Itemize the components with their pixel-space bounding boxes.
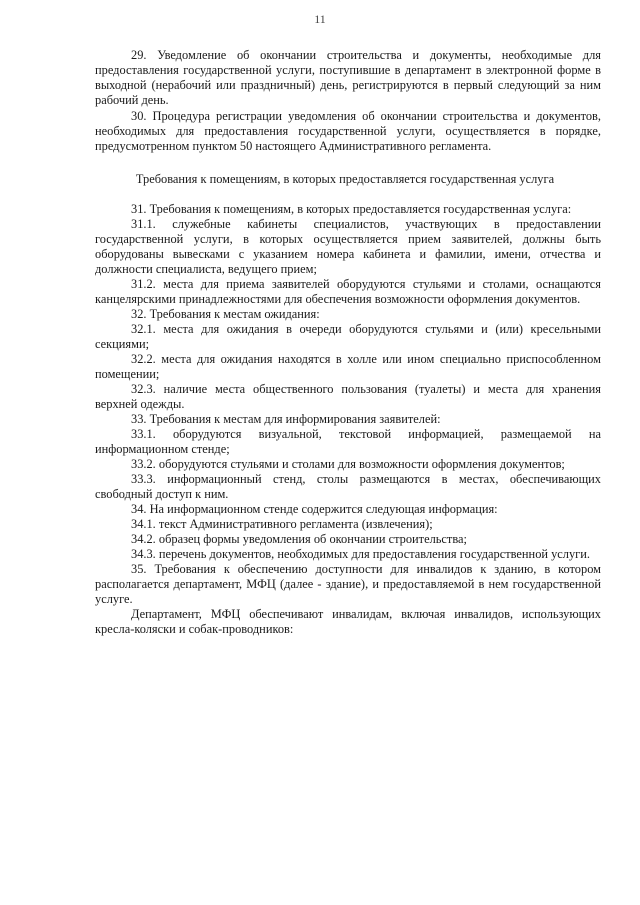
paragraph-35-cont: Департамент, МФЦ обеспечивают инвалидам, включая инвалидов, использующих кресла-коляски и собак-проводников: (95, 607, 601, 636)
paragraph-35: 35. Требования к обеспечению доступности для инвалидов к зданию, в котором располагается департамент, МФЦ (далее - здание), и предоставляемой в нем государственной услуге. (95, 562, 601, 606)
paragraph-29: 29. Уведомление об окончании строительства и документы, необходимые для предоставления государственной услуги, поступившие в департамент в электронной форме в выходной (нерабочий или праздничный) день, регистрируются в первый следующий за ним рабочий день. (95, 48, 601, 107)
paragraph-30: 30. Процедура регистрации уведомления об окончании строительства и документов, необходимых для предоставления государственной услуги, осуществляется в порядке, предусмотренном пунктом 50 настоящего Административного регламента. (95, 109, 601, 153)
paragraph-33-2: 33.2. оборудуются стульями и столами для возможности оформления документов; (131, 457, 565, 471)
paragraph-34-1: 34.1. текст Административного регламента (извлечения); (131, 517, 433, 531)
paragraph-32: 32. Требования к местам ожидания: (131, 307, 320, 321)
paragraph-33-1: 33.1. оборудуются визуальной, текстовой информацией, размещаемой на информационном стенде; (95, 427, 601, 456)
section-heading: Требования к помещениям, в которых предоставляется государственная услуга (135, 172, 555, 186)
paragraph-32-1: 32.1. места для ожидания в очереди оборудуются стульями и (или) кресельными секциями; (95, 322, 601, 351)
paragraph-31-1: 31.1. служебные кабинеты специалистов, участвующих в предоставлении государственной услуги, в которых осуществляется прием заявителей, должны быть оборудованы вывесками с указанием номера кабинета и фамилии, имени, отчества и должности специалиста, ведущего прием; (95, 217, 601, 276)
paragraph-32-3: 32.3. наличие места общественного пользования (туалеты) и места для хранения верхней одежды. (95, 382, 601, 411)
paragraph-33-3: 33.3. информационный стенд, столы размещаются в местах, обеспечивающих свободный доступ к ним. (95, 472, 601, 501)
paragraph-31: 31. Требования к помещениям, в которых предоставляется государственная услуга: (131, 202, 572, 216)
paragraph-34: 34. На информационном стенде содержится следующая информация: (131, 502, 498, 516)
paragraph-34-3: 34.3. перечень документов, необходимых для предоставления государственной услуги. (131, 547, 590, 561)
paragraph-34-2: 34.2. образец формы уведомления об окончании строительства; (131, 532, 467, 546)
document-body (95, 48, 601, 637)
paragraph-32-2: 32.2. места для ожидания находятся в холле или ином специально приспособленном помещении; (95, 352, 601, 381)
paragraph-33: 33. Требования к местам для информирования заявителей: (131, 412, 441, 426)
page-number: 11 (314, 12, 326, 26)
paragraph-31-2: 31.2. места для приема заявителей оборудуются стульями и столами, оснащаются канцелярскими принадлежностями для обеспечения возможности оформления документов. (95, 277, 601, 306)
